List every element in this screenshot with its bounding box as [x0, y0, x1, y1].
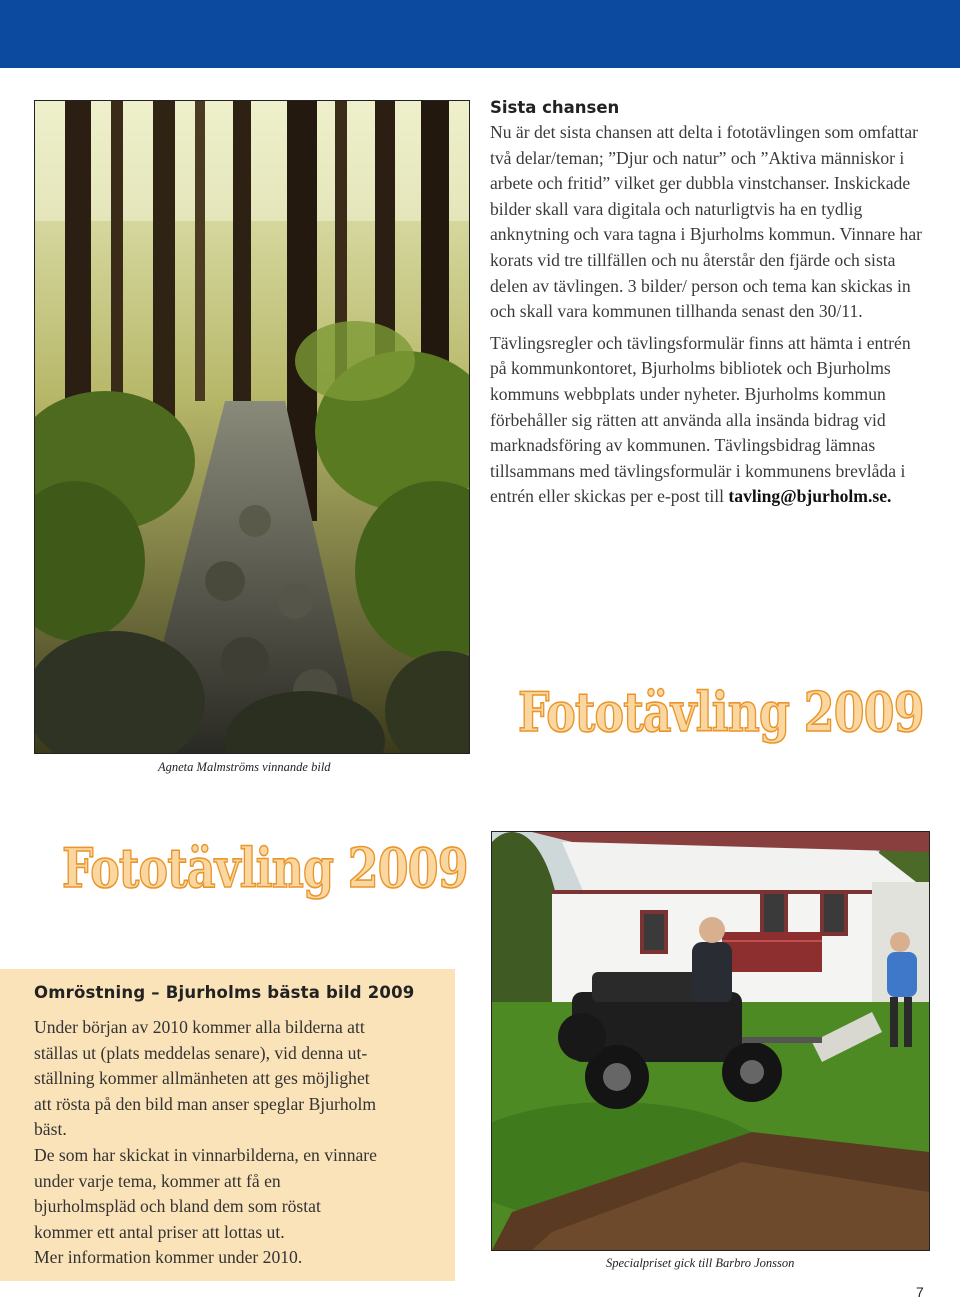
vote-line: att rösta på den bild man anser speglar Bjurholm — [34, 1093, 377, 1114]
page-number: 7 — [916, 1284, 924, 1300]
vote-line: kommer ett antal priser att lottas ut. — [34, 1221, 285, 1242]
vote-title: Omröstning – Bjurholms bästa bild 2009 — [34, 983, 415, 1002]
vote-line: ställas ut (plats meddelas senare), vid denna ut- — [34, 1042, 368, 1063]
atv-photo-caption: Specialpriset gick till Barbro Jonsson — [606, 1256, 795, 1270]
vote-info-box — [0, 969, 455, 1281]
vote-line: Under början av 2010 kommer alla bilderna att — [34, 1017, 365, 1037]
contest-banner-left: Fototävling 2009 — [62, 836, 468, 900]
contest-email: tavling@bjurholm.se. — [728, 486, 892, 507]
vote-body — [34, 1015, 444, 1271]
vote-line: bäst. — [34, 1119, 67, 1140]
contest-banner-right: Fototävling 2009 — [518, 680, 924, 744]
vote-line: bjurholmspläd och bland dem som röstat — [34, 1196, 321, 1217]
forest-stream-photo — [34, 100, 470, 754]
vote-line: ställning kommer allmänheten att ges möjlighet — [34, 1068, 370, 1089]
vote-line: Mer information kommer under 2010. — [34, 1247, 303, 1268]
article-paragraph-2-text: Tävlingsregler och tävlingsformulär finns att hämta i entrén på kommunkontoret, Bjurholms bibliotek och Bjurholms kommuns webbplats under nyheter. Bjurholms kommun förbehåller sig rätten att använda alla insända bidrag vid marknadsföring av kommunen. Tävlingsbidrag lämnas tillsammans med tävlingsformulär i kommunens brevlåda i entrén eller skickas per e-post till — [490, 332, 911, 507]
forest-photo-caption: Agneta Malmströms vinnande bild — [158, 760, 331, 774]
vote-line: De som har skickat in vinnarbilderna, en vinnare — [34, 1144, 377, 1165]
article-sista-chansen — [490, 96, 930, 510]
atv-plowing-photo — [491, 831, 930, 1251]
article-paragraph-1: Nu är det sista chansen att delta i fototävlingen som omfattar två delar/teman; ”Djur och natur” och ”Aktiva människor i arbete och fritid” vilket ger dubbla vinstchanser. Inskickade bilder skall vara digitala och naturligtvis ha en tydlig anknytning och vara tagna i Bjurholms kommun. Vinnare har korats vid tre tillfällen och nu återstår den fjärde och sista delen av tävlingen. 3 bilder/ person och tema kan skickas in och skall vara kommunen tillhanda senast den 30/11. — [490, 122, 923, 322]
top-banner-bar — [0, 0, 960, 68]
article-heading: Sista chansen — [490, 98, 620, 117]
vote-line: under varje tema, kommer att få en — [34, 1170, 281, 1191]
article-paragraph-2 — [490, 331, 930, 510]
